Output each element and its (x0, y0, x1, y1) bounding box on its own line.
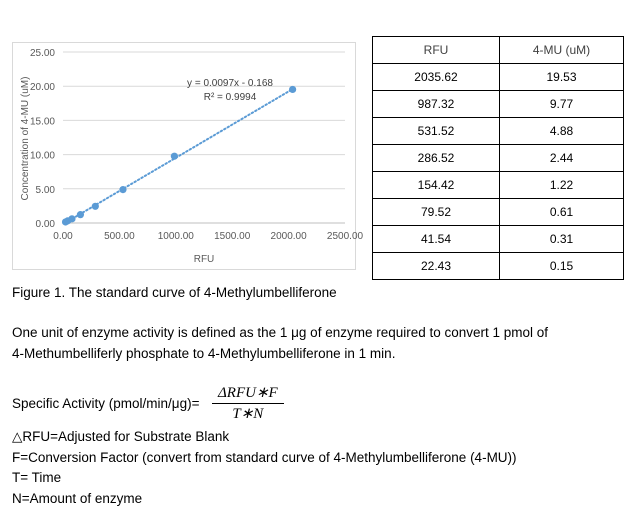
y-tick-label: 20.00 (29, 82, 55, 94)
formula-label: Specific Activity (pmol/min/μg)= (12, 396, 200, 411)
formula-denominator: T∗N (232, 406, 264, 422)
cell-rfu: 22.43 (373, 253, 500, 280)
x-axis-title: RFU (193, 254, 215, 265)
standard-curve-table (372, 36, 624, 280)
x-tick-label: 0.00 (53, 231, 73, 242)
cell-rfu: 154.42 (373, 172, 500, 199)
cell-4mu: 4.88 (500, 118, 624, 145)
data-point (92, 203, 99, 210)
data-point (77, 211, 84, 218)
header-rfu: RFU (373, 37, 500, 64)
y-tick-label: 15.00 (29, 116, 55, 128)
cell-4mu: 0.31 (500, 226, 624, 253)
table-row (373, 64, 624, 91)
x-tick-label: 1000.00 (157, 231, 194, 242)
cell-rfu: 79.52 (373, 199, 500, 226)
trendline-r-squared: R² = 0.9994 (203, 92, 257, 103)
cell-4mu: 0.15 (500, 253, 624, 280)
table-row (373, 172, 624, 199)
cell-rfu: 286.52 (373, 145, 500, 172)
definition-conversion-factor: F=Conversion Factor (convert from standard curve of 4-Methylumbelliferone (4-MU)) (12, 450, 517, 465)
table-row (373, 199, 624, 226)
table-row (373, 91, 624, 118)
specific-activity-formula (12, 384, 412, 428)
table-row (373, 145, 624, 172)
y-tick-label: 0.00 (35, 219, 55, 230)
cell-rfu: 2035.62 (373, 64, 500, 91)
table-row (373, 253, 624, 280)
cell-4mu: 9.77 (500, 91, 624, 118)
table-header-row (373, 37, 624, 64)
cell-4mu: 0.61 (500, 199, 624, 226)
header-4mu: 4-MU (uM) (500, 37, 624, 64)
y-axis-title: Concentration of 4-MU (uM) (20, 76, 31, 201)
cell-4mu: 19.53 (500, 64, 624, 91)
trendline-equation: y = 0.0097x - 0.168 (187, 78, 273, 89)
definition-line-2: 4-Methumbelliferly phosphate to 4-Methylumbelliferone in 1 min. (12, 346, 396, 361)
definition-delta-rfu: △RFU=Adjusted for Substrate Blank (12, 429, 230, 444)
formula-fraction (212, 384, 284, 424)
trendline (66, 89, 293, 223)
standard-curve-chart (12, 42, 364, 270)
y-tick-label: 10.00 (29, 150, 55, 162)
x-tick-label: 1500.00 (214, 231, 251, 242)
chart-svg (13, 43, 364, 271)
data-point (171, 153, 178, 160)
definition-time: T= Time (12, 470, 62, 485)
data-point (119, 186, 126, 193)
x-tick-label: 2500.00 (326, 231, 364, 242)
definition-line-1: One unit of enzyme activity is defined as the 1 μg of enzyme required to convert 1 pmol of (12, 325, 549, 340)
cell-4mu: 2.44 (500, 145, 624, 172)
cell-rfu: 987.32 (373, 91, 500, 118)
x-tick-label: 2000.00 (270, 231, 307, 242)
table-row (373, 226, 624, 253)
cell-rfu: 41.54 (373, 226, 500, 253)
y-tick-label: 5.00 (35, 184, 55, 196)
data-point (62, 218, 69, 225)
y-tick-label: 25.00 (29, 48, 55, 59)
cell-4mu: 1.22 (500, 172, 624, 199)
figure-caption: Figure 1. The standard curve of 4-Methylumbelliferone (12, 285, 337, 300)
x-tick-label: 500.00 (104, 231, 135, 242)
data-point (289, 86, 296, 93)
cell-rfu: 531.52 (373, 118, 500, 145)
formula-numerator: ΔRFU∗F (212, 384, 284, 404)
definition-amount: N=Amount of enzyme (12, 491, 143, 506)
table-row (373, 118, 624, 145)
